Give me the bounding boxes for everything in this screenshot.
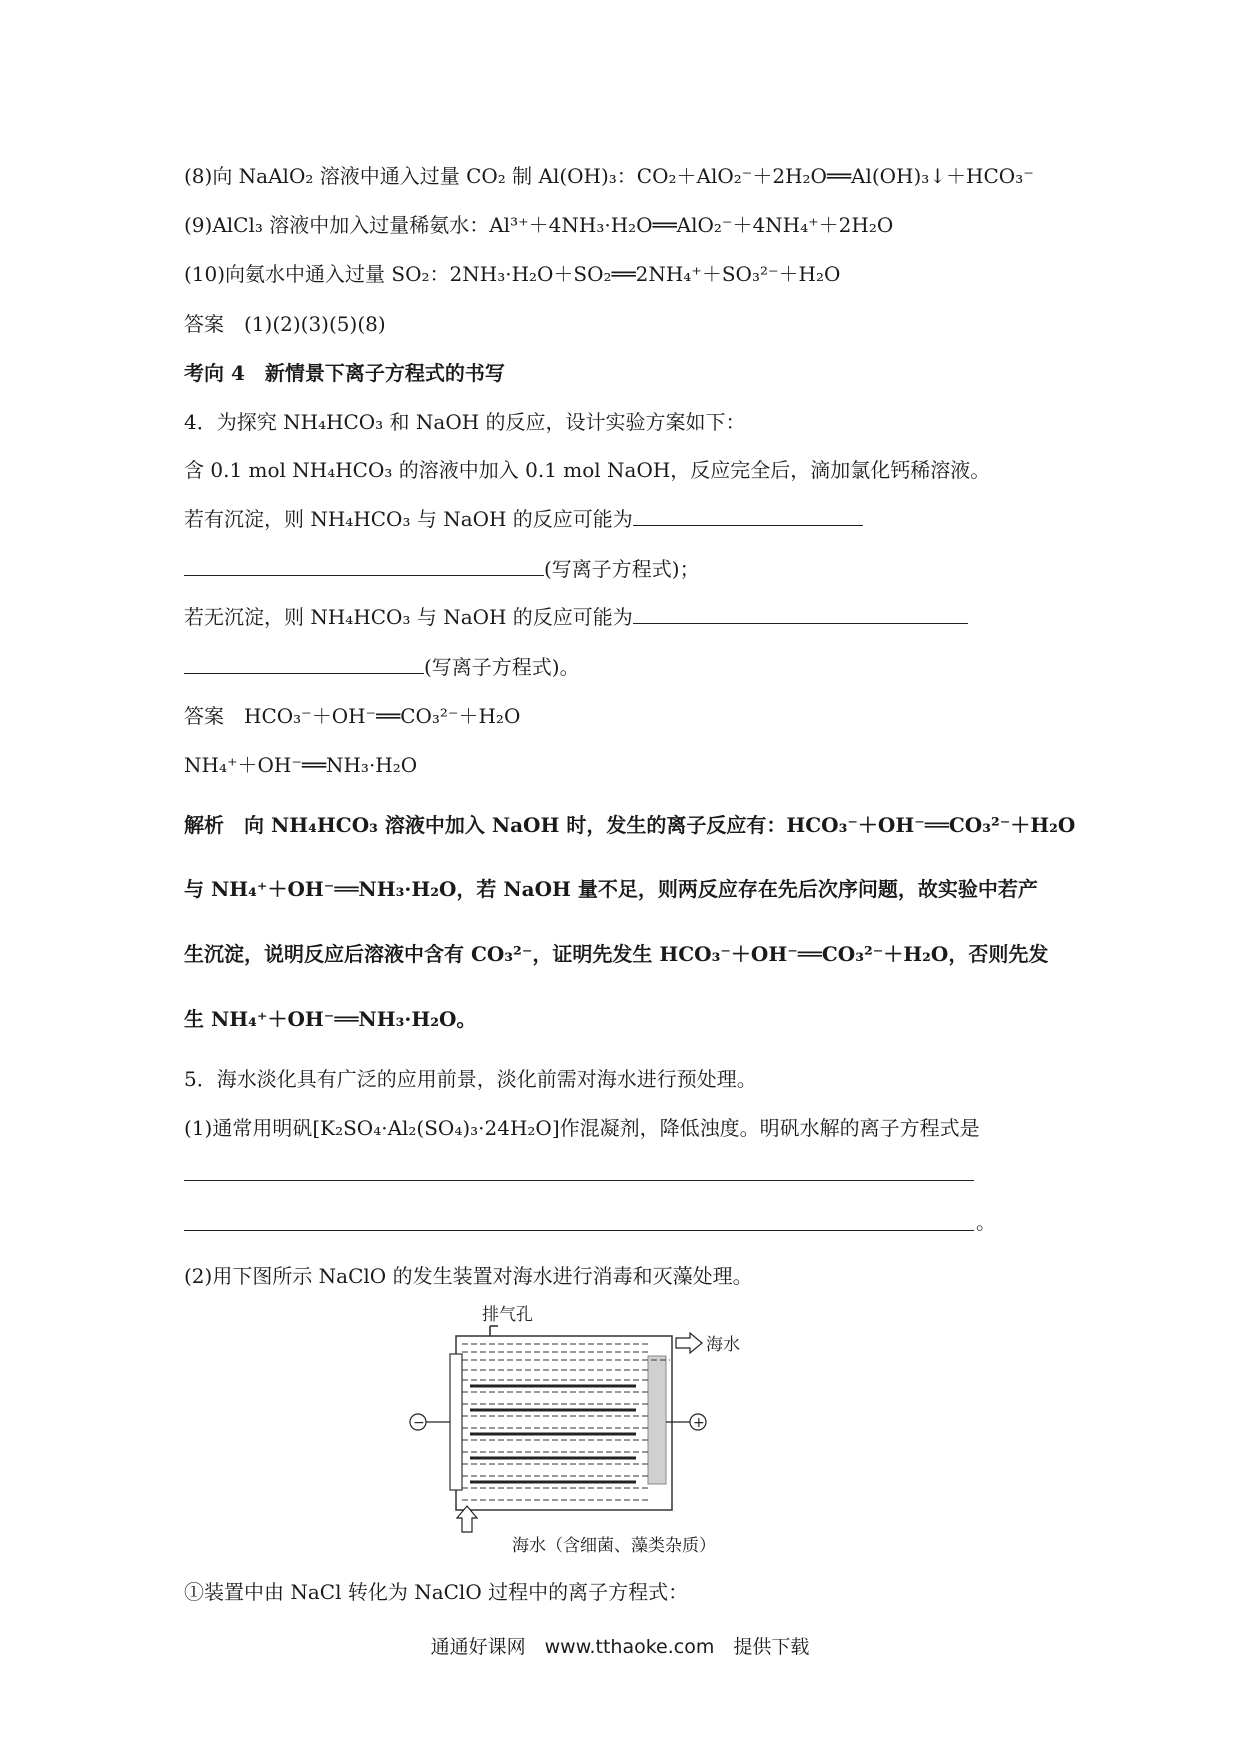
- answer-blank-3[interactable]: [633, 603, 968, 624]
- analysis-line-2: 与 NH₄⁺＋OH⁻══NH₃·H₂O，若 NaOH 量不足，则两反应存在先后次序问题，故实验中若产: [184, 877, 1038, 901]
- answer-blank-4[interactable]: [184, 653, 424, 674]
- problem-4-write-1: [184, 555, 700, 583]
- answer-blank-1[interactable]: [633, 505, 863, 526]
- analysis-line-3: 生沉淀，说明反应后溶液中含有 CO₃²⁻，证明先发生 HCO₃⁻＋OH⁻══CO₃²⁻＋H₂O，否则先发: [184, 942, 1049, 966]
- problem-5-part-1: (1)通常用明矾[K₂SO₄·Al₂(SO₄)₃·24H₂O]作混凝剂，降低浊度。明矾水解的离子方程式是: [184, 1116, 980, 1140]
- answer-line-5-1a[interactable]: [184, 1180, 974, 1181]
- outlet-arrow-icon: [676, 1333, 702, 1353]
- section-heading-4: 考向 4 新情景下离子方程式的书写: [184, 361, 505, 385]
- answer-line-5-1b[interactable]: [184, 1230, 974, 1231]
- if-no-precipitate-text: 若无沉淀，则 NH₄HCO₃ 与 NaOH 的反应可能为: [184, 605, 633, 629]
- answer-4-line-1: 答案 HCO₃⁻＋OH⁻══CO₃²⁻＋H₂O: [184, 704, 521, 728]
- minus-terminal: −: [413, 1415, 425, 1431]
- problem-4-if-precipitate: [184, 505, 863, 533]
- period-mark: 。: [976, 1210, 996, 1234]
- if-precipitate-text: 若有沉淀，则 NH₄HCO₃ 与 NaOH 的反应可能为: [184, 507, 633, 531]
- problem-4-setup: 含 0.1 mol NH₄HCO₃ 的溶液中加入 0.1 mol NaOH，反应完全后，滴加氯化钙稀溶液。: [184, 458, 991, 482]
- answer-blank-2[interactable]: [184, 555, 544, 576]
- line-q8: (8)向 NaAlO₂ 溶液中通入过量 CO₂ 制 Al(OH)₃：CO₂＋AlO₂⁻＋2H₂O══Al(OH)₃↓＋HCO₃⁻: [184, 164, 1034, 188]
- analysis-line-1: 解析 向 NH₄HCO₃ 溶液中加入 NaOH 时，发生的离子反应有：HCO₃⁻＋OH⁻══CO₃²⁻＋H₂O: [184, 813, 1076, 837]
- problem-5-part-2-1: ①装置中由 NaCl 转化为 NaClO 过程中的离子方程式：: [184, 1580, 689, 1604]
- page-footer: 通通好课网 www.tthaoke.com 提供下载: [430, 1636, 810, 1658]
- problem-5-title: 5．海水淡化具有广泛的应用前景，淡化前需对海水进行预处理。: [184, 1067, 757, 1091]
- plus-terminal: +: [693, 1415, 705, 1431]
- naclo-generator-diagram: [413, 1300, 810, 1540]
- problem-4-if-no-precipitate: [184, 603, 968, 631]
- answer-3: 答案 (1)(2)(3)(5)(8): [184, 312, 386, 336]
- line-q9: (9)AlCl₃ 溶液中加入过量稀氨水：Al³⁺＋4NH₃·H₂O══AlO₂⁻＋4NH₄⁺＋2H₂O: [184, 213, 894, 237]
- answer-4-line-2: NH₄⁺＋OH⁻══NH₃·H₂O: [184, 753, 418, 777]
- line-q10: (10)向氨水中通入过量 SO₂：2NH₃·H₂O＋SO₂══2NH₄⁺＋SO₃²⁻＋H₂O: [184, 262, 841, 286]
- problem-5-part-2: (2)用下图所示 NaClO 的发生装置对海水进行消毒和灭藻处理。: [184, 1264, 753, 1288]
- analysis-line-4: 生 NH₄⁺＋OH⁻══NH₃·H₂O。: [184, 1007, 477, 1031]
- problem-4-write-2: [184, 653, 580, 681]
- vent-label: 排气孔: [482, 1305, 533, 1325]
- inlet-label: 海水（含细菌、藻类杂质）: [512, 1536, 716, 1556]
- problem-4-title: 4．为探究 NH₄HCO₃ 和 NaOH 的反应，设计实验方案如下：: [184, 410, 746, 434]
- write-ionic-1: (写离子方程式)；: [544, 557, 700, 581]
- write-ionic-2: (写离子方程式)。: [424, 655, 580, 679]
- outlet-label: 海水: [706, 1335, 740, 1355]
